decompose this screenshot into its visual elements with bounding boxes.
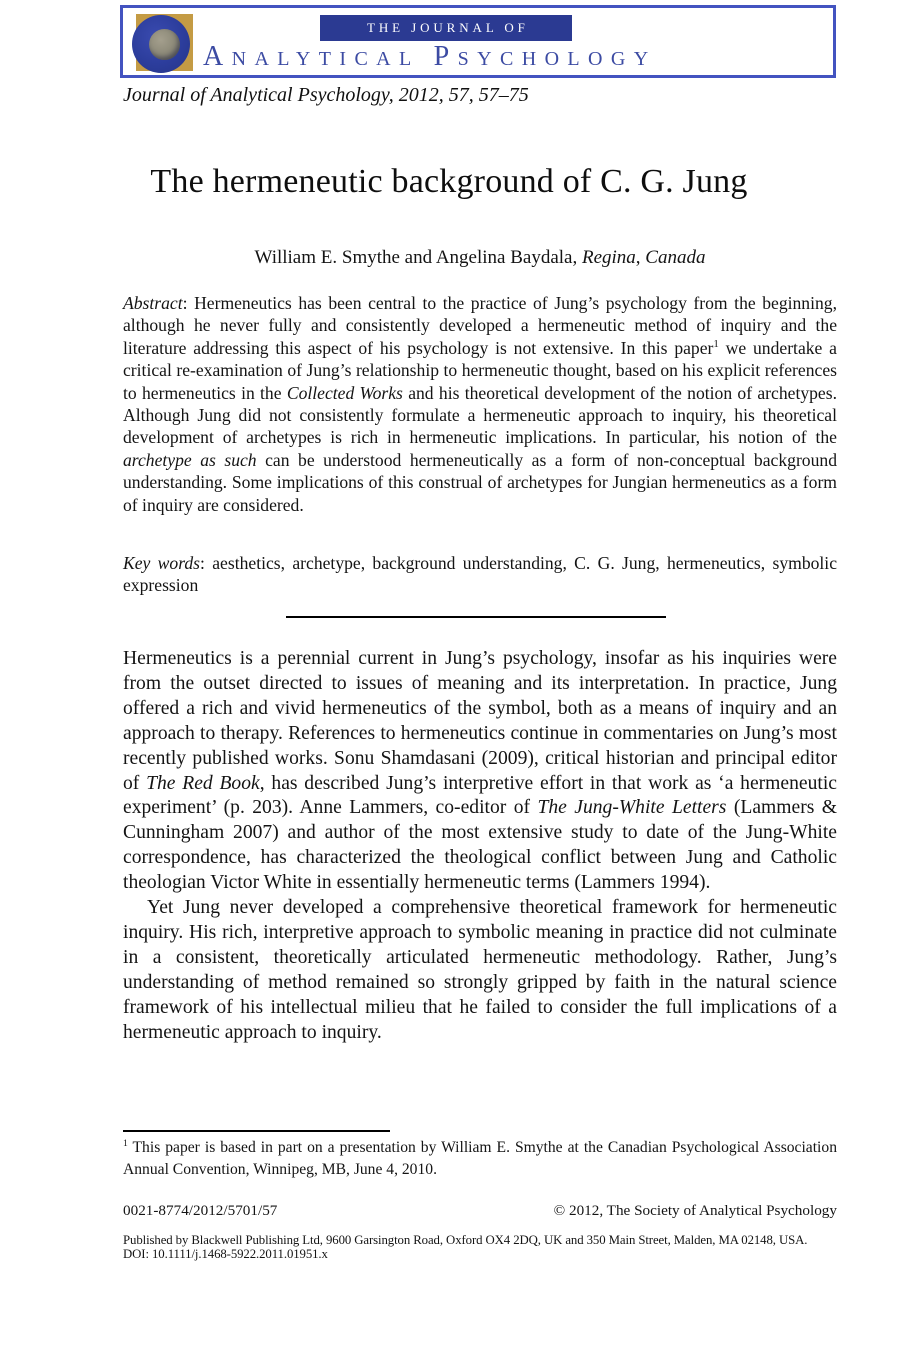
footer-copyright: © 2012, The Society of Analytical Psychology	[553, 1202, 837, 1219]
masthead-banner	[320, 15, 572, 41]
article-body	[123, 647, 837, 1046]
logo-core-sphere	[149, 29, 180, 60]
section-divider-rule	[286, 616, 666, 618]
journal-logo	[136, 14, 193, 71]
footnote-text: $^1$ This paper is based in part on a presentation by William E. Smythe at the Canadian Psychological Association Annual Convention, Winnipeg, MB, June 4, 2010.	[123, 1137, 837, 1178]
footnote-divider-rule	[123, 1130, 390, 1132]
abstract-paragraph: Abstract: Hermeneutics has been central to the practice of Jung’s psychology from the beginning, although he never fully and consistently developed a hermeneutic method of inquiry and the literature addressing this aspect of his psychology is not extensive. In this paper$^1$ we undertake a critical re-examination of Jung’s relationship to hermeneutic thought, based on his explicit references to hermeneutics in the Collected Works and his theoretical development of the notion of archetypes. Although Jung did not consistently formulate a hermeneutic approach to inquiry, his theoretical development of archetypes is rich in hermeneutic implications. In particular, his notion of the archetype as such can be understood hermeneutically as a form of non-conceptual background understanding. Some implications of this construal of archetypes for Jungian hermeneutics as a form of inquiry are considered.	[123, 293, 837, 515]
footer-issn: 0021-8774/2012/5701/57	[123, 1202, 278, 1219]
keywords-paragraph: Key words: aesthetics, archetype, background understanding, C. G. Jung, hermeneutics, symbolic expression	[123, 553, 837, 596]
footer-row	[123, 1202, 837, 1220]
article-title: The hermeneutic background of C. G. Jung	[150, 163, 748, 200]
name-psychology: Psychology	[433, 41, 657, 72]
body-paragraph-2: Yet Jung never developed a comprehensive theoretical framework for hermeneutic inquiry. His rich, interpretive approach to symbolic meaning in practice did not culminate in a consistent, theoretically articulated hermeneutic methodology. Rather, Jung’s understanding of method remained so strongly gripped by faith in the natural science framework of his intellectual milieu that he failed to consider the full implications of a hermeneutic approach to inquiry.	[123, 897, 837, 1043]
masthead-journal-name	[203, 41, 657, 73]
doi-line: DOI: 10.1111/j.1468-5922.2011.01951.x	[123, 1247, 328, 1261]
masthead-box	[120, 5, 836, 78]
publisher-line: Published by Blackwell Publishing Ltd, 9600 Garsington Road, Oxford OX4 2DQ, UK and 350 Main Street, Malden, MA 02148, USA.	[123, 1233, 808, 1247]
publisher-block	[123, 1233, 837, 1261]
name-analytical: Analytical	[203, 41, 420, 72]
citation-line: Journal of Analytical Psychology, 2012, 57, 57–75	[123, 84, 529, 106]
body-paragraph-1: Hermeneutics is a perennial current in Jung’s psychology, insofar as his inquiries were from the outset directed to issues of meaning and its interpretation. In practice, Jung offered a rich and vivid hermeneutics of the symbol, both as a means of inquiry and an approach to therapy. References to hermeneutics continue in commentaries on Jung’s most recently published works. Sonu Shamdasani (2009), critical historian and principal editor of The Red Book, has described Jung’s interpretive effort in that work as ‘a hermeneutic experiment’ (p. 203). Anne Lammers, co-editor of The Jung-White Letters (Lammers & Cunningham 2007) and author of the most extensive study to date of the Jung-White correspondence, has characterized the theological conflict between Jung and Catholic theologian Victor White in essentially hermeneutic terms (Lammers 1994).	[123, 648, 837, 894]
banner-label: THE JOURNAL OF	[367, 20, 529, 35]
author-line: William E. Smythe and Angelina Baydala, Regina, Canada	[254, 247, 706, 268]
